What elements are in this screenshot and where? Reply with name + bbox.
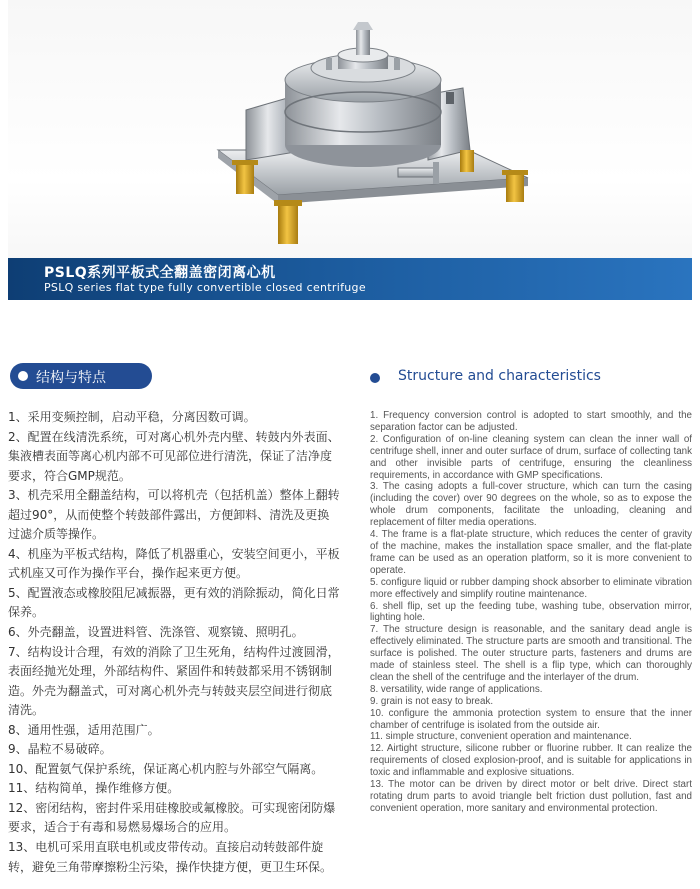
feature-item-cn: 8、通用性强，适用范围广。 <box>8 722 160 737</box>
feature-item-en: 4. The frame is a flat-plate structure, which reduces the center of gravity of the machine, makes the installation space smaller, and the flat-plate frame can be used as an operation platform, so it is more convenient to operate. <box>370 529 692 576</box>
section-header-cn <box>10 363 152 389</box>
feature-item-en: 7. The structure design is reasonable, and the sanitary dead angle is effectively eliminated. The structure parts are smooth and transitional. The surface is polished. The outer structure parts, fasteners and drums are made of stainless steel. The shell is a flip type, which can thoroughly clean the shell of the centrifuge and the interlayer of the drum. <box>370 624 692 683</box>
feature-item-en: 5. configure liquid or rubber damping shock absorber to eliminate vibration more effectively and simplify routine maintenance. <box>370 576 692 600</box>
centrifuge-illustration <box>8 0 692 300</box>
feature-item-cn: 12、密闭结构，密封件采用硅橡胶或氟橡胶。可实现密闭防爆要求，适合于有毒和易燃易爆场合的应用。 <box>8 800 336 835</box>
feature-item-en: 3. The casing adopts a full-cover structure, which can turn the casing (including the cover) over 90 degrees on the whole, so as to expose the whole drum components, facilitate the unloading, cleaning and replacement of filter media operations. <box>370 481 692 529</box>
feature-item-cn: 7、结构设计合理，有效的消除了卫生死角，结构件过渡圆滑，表面经抛光处理，外部结构件、紧固件和转鼓都采用不锈钢制造。外壳为翻盖式，可对离心机外壳与转鼓夹层空间进行彻底清洗。 <box>8 644 340 718</box>
feature-item-cn: 2、配置在线清洗系统，可对离心机外壳内壁、转鼓内外表面、集液槽表面等离心机内部不可见部位进行清洗，保证了洁净度要求，符合GMP规范。 <box>8 429 340 483</box>
product-title-banner <box>8 258 692 300</box>
feature-item-en: 1. Frequency conversion control is adopted to start smoothly, and the separation factor can be adjusted. <box>370 410 692 433</box>
feature-item-en: 2. Configuration of on-line cleaning system can clean the inner wall of centrifuge shell, inner and outer surface of drum, surface of collecting tank and other invisible parts of centrifuge, ensuring the cleanliness requirements, in accordance with GMP specifications. <box>370 433 692 481</box>
feature-item-cn: 10、配置氨气保护系统，保证离心机内腔与外部空气隔离。 <box>8 761 324 776</box>
section-header-cn-label: 结构与特点 <box>36 370 106 386</box>
product-title-cn: PSLQ系列平板式全翻盖密闭离心机 <box>44 265 276 281</box>
feature-item-cn: 13、电机可采用直联电机或皮带传动。直接启动转鼓部件旋转，避免三角带摩擦粉尘污染，操作快捷方便，更卫生环保。 <box>8 840 333 874</box>
feature-item-cn: 11、结构简单，操作维修方便。 <box>8 781 180 796</box>
product-image <box>8 0 692 300</box>
feature-item-en: 12. Airtight structure, silicone rubber or fluorine rubber. It can realize the requirements of closed explosion-proof, and is suitable for applications in toxic and inflammable and explosive situations. <box>370 743 692 779</box>
feature-item-cn: 9、晶粒不易破碎。 <box>8 742 112 757</box>
bullet-icon <box>18 371 28 381</box>
feature-item-cn: 6、外壳翻盖，设置进料管、洗涤管、观察镜、照明孔。 <box>8 625 304 640</box>
feature-item-cn: 5、配置液态或橡胶阻尼减振器，更有效的消除振动，简化日常保养。 <box>8 585 340 620</box>
bullet-icon <box>370 373 380 383</box>
feature-item-en: 8. versatility, wide range of applications. <box>370 683 543 695</box>
features-list-cn <box>8 408 341 877</box>
feature-item-en: 6. shell flip, set up the feeding tube, washing tube, observation mirror, lighting hole. <box>370 600 692 624</box>
feature-item-cn: 1、采用变频控制，启动平稳，分离因数可调。 <box>8 410 256 424</box>
feature-item-cn: 3、机壳采用全翻盖结构，可以将机壳（包括机盖）整体上翻转超过90°，从而使整个转鼓部件露出，方便卸料、清洗及更换过滤介质等操作。 <box>8 488 340 542</box>
feature-item-cn: 4、机座为平板式结构，降低了机器重心，安装空间更小，平板式机座又可作为操作平台，操作起来更方便。 <box>8 546 340 581</box>
feature-item-en: 10. configure the ammonia protection system to ensure that the inner chamber of centrifuge is isolated from the outside air. <box>370 707 692 731</box>
product-title-en: PSLQ series flat type fully convertible closed centrifuge <box>44 281 366 294</box>
features-list-en <box>370 410 692 815</box>
feature-item-en: 9. grain is not easy to break. <box>370 695 494 707</box>
feature-item-en: 13. The motor can be driven by direct motor or belt drive. Direct start rotating drum parts to avoid triangle belt friction dust pollution, fast and convenient operation, more sanitary and environmental protection. <box>370 779 692 814</box>
section-header-en-label: Structure and characteristics <box>398 368 601 384</box>
feature-item-en: 11. simple structure, convenient operation and maintenance. <box>370 731 632 743</box>
